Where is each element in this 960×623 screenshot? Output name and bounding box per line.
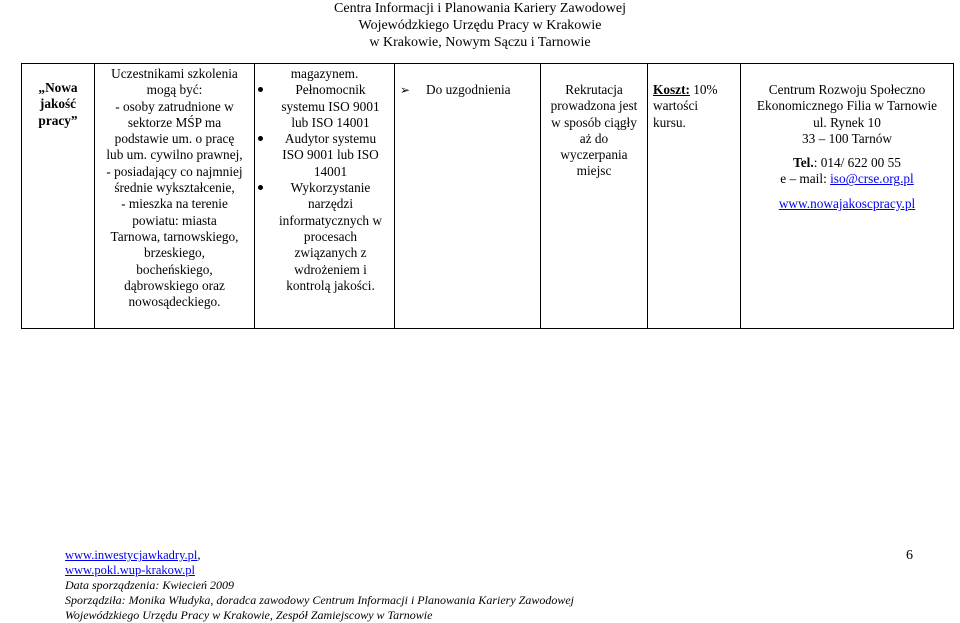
scope-intro: magazynem. (290, 66, 359, 81)
arrow-icon: ➢ (400, 83, 411, 97)
date-cell (395, 64, 541, 329)
course-name-line: pracy” (38, 112, 78, 128)
scope-item-line: lub ISO 14001 (291, 114, 370, 130)
pokl-link[interactable]: www.pokl.wup-krakow.pl (65, 563, 195, 577)
date-text: Do uzgodnienia (426, 82, 511, 97)
participants-line: - posiadający co najmniej (106, 163, 243, 179)
cost-line (653, 82, 735, 98)
header-line-2: Wojewódzkiego Urzędu Pracy w Krakowie (358, 18, 602, 33)
scope-item-line: kontrolą jakości. (286, 277, 375, 293)
scope-item-line: systemu ISO 9001 (281, 98, 380, 114)
course-name-line: jakość (39, 96, 77, 112)
scope-item-line: narzędzi (307, 196, 354, 212)
contact-website (746, 196, 948, 212)
scope-item-line: Pełnomocnik (295, 82, 366, 98)
cost-label: Koszt: (653, 82, 690, 97)
footer-link-line (65, 563, 925, 578)
cost-line: kursu. (653, 114, 686, 130)
participants-line: brzeskiego, (144, 245, 205, 261)
spacer (746, 188, 948, 196)
footer-author: Sporządziła: Monika Włudyka, doradca zawodowy Centrum Informacji i Planowania Kariery Zawodowej (65, 593, 574, 607)
recruitment-line: prowadzona jest (550, 98, 638, 114)
recruitment-cell (541, 64, 648, 329)
participants-line: bocheńskiego, (136, 261, 213, 277)
participants-line: lub um. cywilno prawnej, (106, 147, 243, 163)
bullet-icon (258, 136, 263, 141)
bullet-icon (258, 87, 263, 92)
cost-value: 10% (689, 82, 718, 97)
contact-org-line: 33 – 100 Tarnów (801, 130, 893, 146)
training-table (21, 63, 954, 329)
recruitment-line: miejsc (576, 163, 612, 179)
document-header (0, 0, 960, 51)
scope-item-line: ISO 9001 lub ISO (282, 147, 379, 163)
recruitment-line: aż do (579, 130, 609, 146)
email-link[interactable]: iso@crse.org.pl (830, 171, 914, 187)
scope-item-line: 14001 (313, 163, 348, 179)
participants-line: Tarnowa, tarnowskiego, (110, 228, 239, 244)
participants-cell (95, 64, 255, 329)
contact-org-line: Ekonomicznego Filia w Tarnowie (756, 98, 938, 114)
tel-label: Tel. (793, 155, 814, 171)
bullet-icon (258, 185, 263, 190)
scope-cell (255, 64, 395, 329)
spacer (746, 147, 948, 155)
header-line-1: Centra Informacji i Planowania Kariery Zawodowej (334, 1, 626, 16)
scope-item-line: Wykorzystanie (290, 180, 371, 196)
inwestycjawkadry-link[interactable]: www.inwestycjawkadry.pl (65, 548, 198, 562)
scope-item-line: związanych z (294, 245, 367, 261)
recruitment-line: w sposób ciągły (551, 114, 637, 130)
tel-value: : 014/ 622 00 55 (813, 155, 901, 171)
scope-item-line: Audytor systemu (284, 131, 377, 147)
cost-line: wartości (653, 98, 699, 114)
course-name-line: „Nowa (38, 80, 78, 95)
participants-line: - mieszka na terenie (121, 196, 228, 212)
footer-links-line (65, 548, 925, 563)
recruitment-line: wyczerpania (560, 147, 628, 163)
participants-line: mogą być: (146, 82, 203, 98)
footer-date: Data sporządzenia: Kwiecień 2009 (65, 578, 234, 592)
contact-phone (746, 155, 948, 171)
link-separator: , (197, 548, 201, 562)
header-line-3: w Krakowie, Nowym Sączu i Tarnowie (369, 35, 591, 50)
participants-line: powiatu: miasta (132, 212, 217, 228)
cost-cell (648, 64, 741, 329)
participants-line: - osoby zatrudnione w (115, 98, 234, 114)
contact-org-line: ul. Rynek 10 (813, 114, 881, 130)
scope-item (260, 131, 389, 180)
scope-item-line: procesach (303, 228, 358, 244)
website-link[interactable]: www.nowajakoscpracy.pl (778, 195, 916, 211)
document-footer (65, 548, 925, 623)
footer-office: Wojewódzkiego Urzędu Pracy w Krakowie, Zespół Zamiejscowy w Tarnowie (65, 608, 433, 622)
participants-line: nowosądeckiego. (128, 294, 221, 310)
participants-line: podstawie um. o pracę (114, 131, 235, 147)
participants-line: dąbrowskiego oraz (124, 277, 225, 293)
scope-item-line: wdrożeniem i (294, 261, 367, 277)
contact-org-line: Centrum Rozwoju Społeczno (768, 82, 926, 97)
scope-list (260, 82, 389, 294)
contact-email (746, 171, 948, 187)
participants-line: sektorze MŚP ma (127, 114, 222, 130)
recruitment-line: Rekrutacja (565, 82, 623, 97)
page-number: 6 (906, 548, 913, 563)
scope-item-line: informatycznych w (278, 212, 382, 228)
participants-line: Uczestnikami szkolenia (111, 66, 238, 81)
course-name-cell (22, 64, 95, 329)
table-row (22, 64, 954, 329)
contact-cell (741, 64, 954, 329)
email-label: e – mail: (780, 171, 831, 187)
participants-line: średnie wykształcenie, (114, 180, 235, 196)
scope-item (260, 180, 389, 294)
scope-item (260, 82, 389, 131)
